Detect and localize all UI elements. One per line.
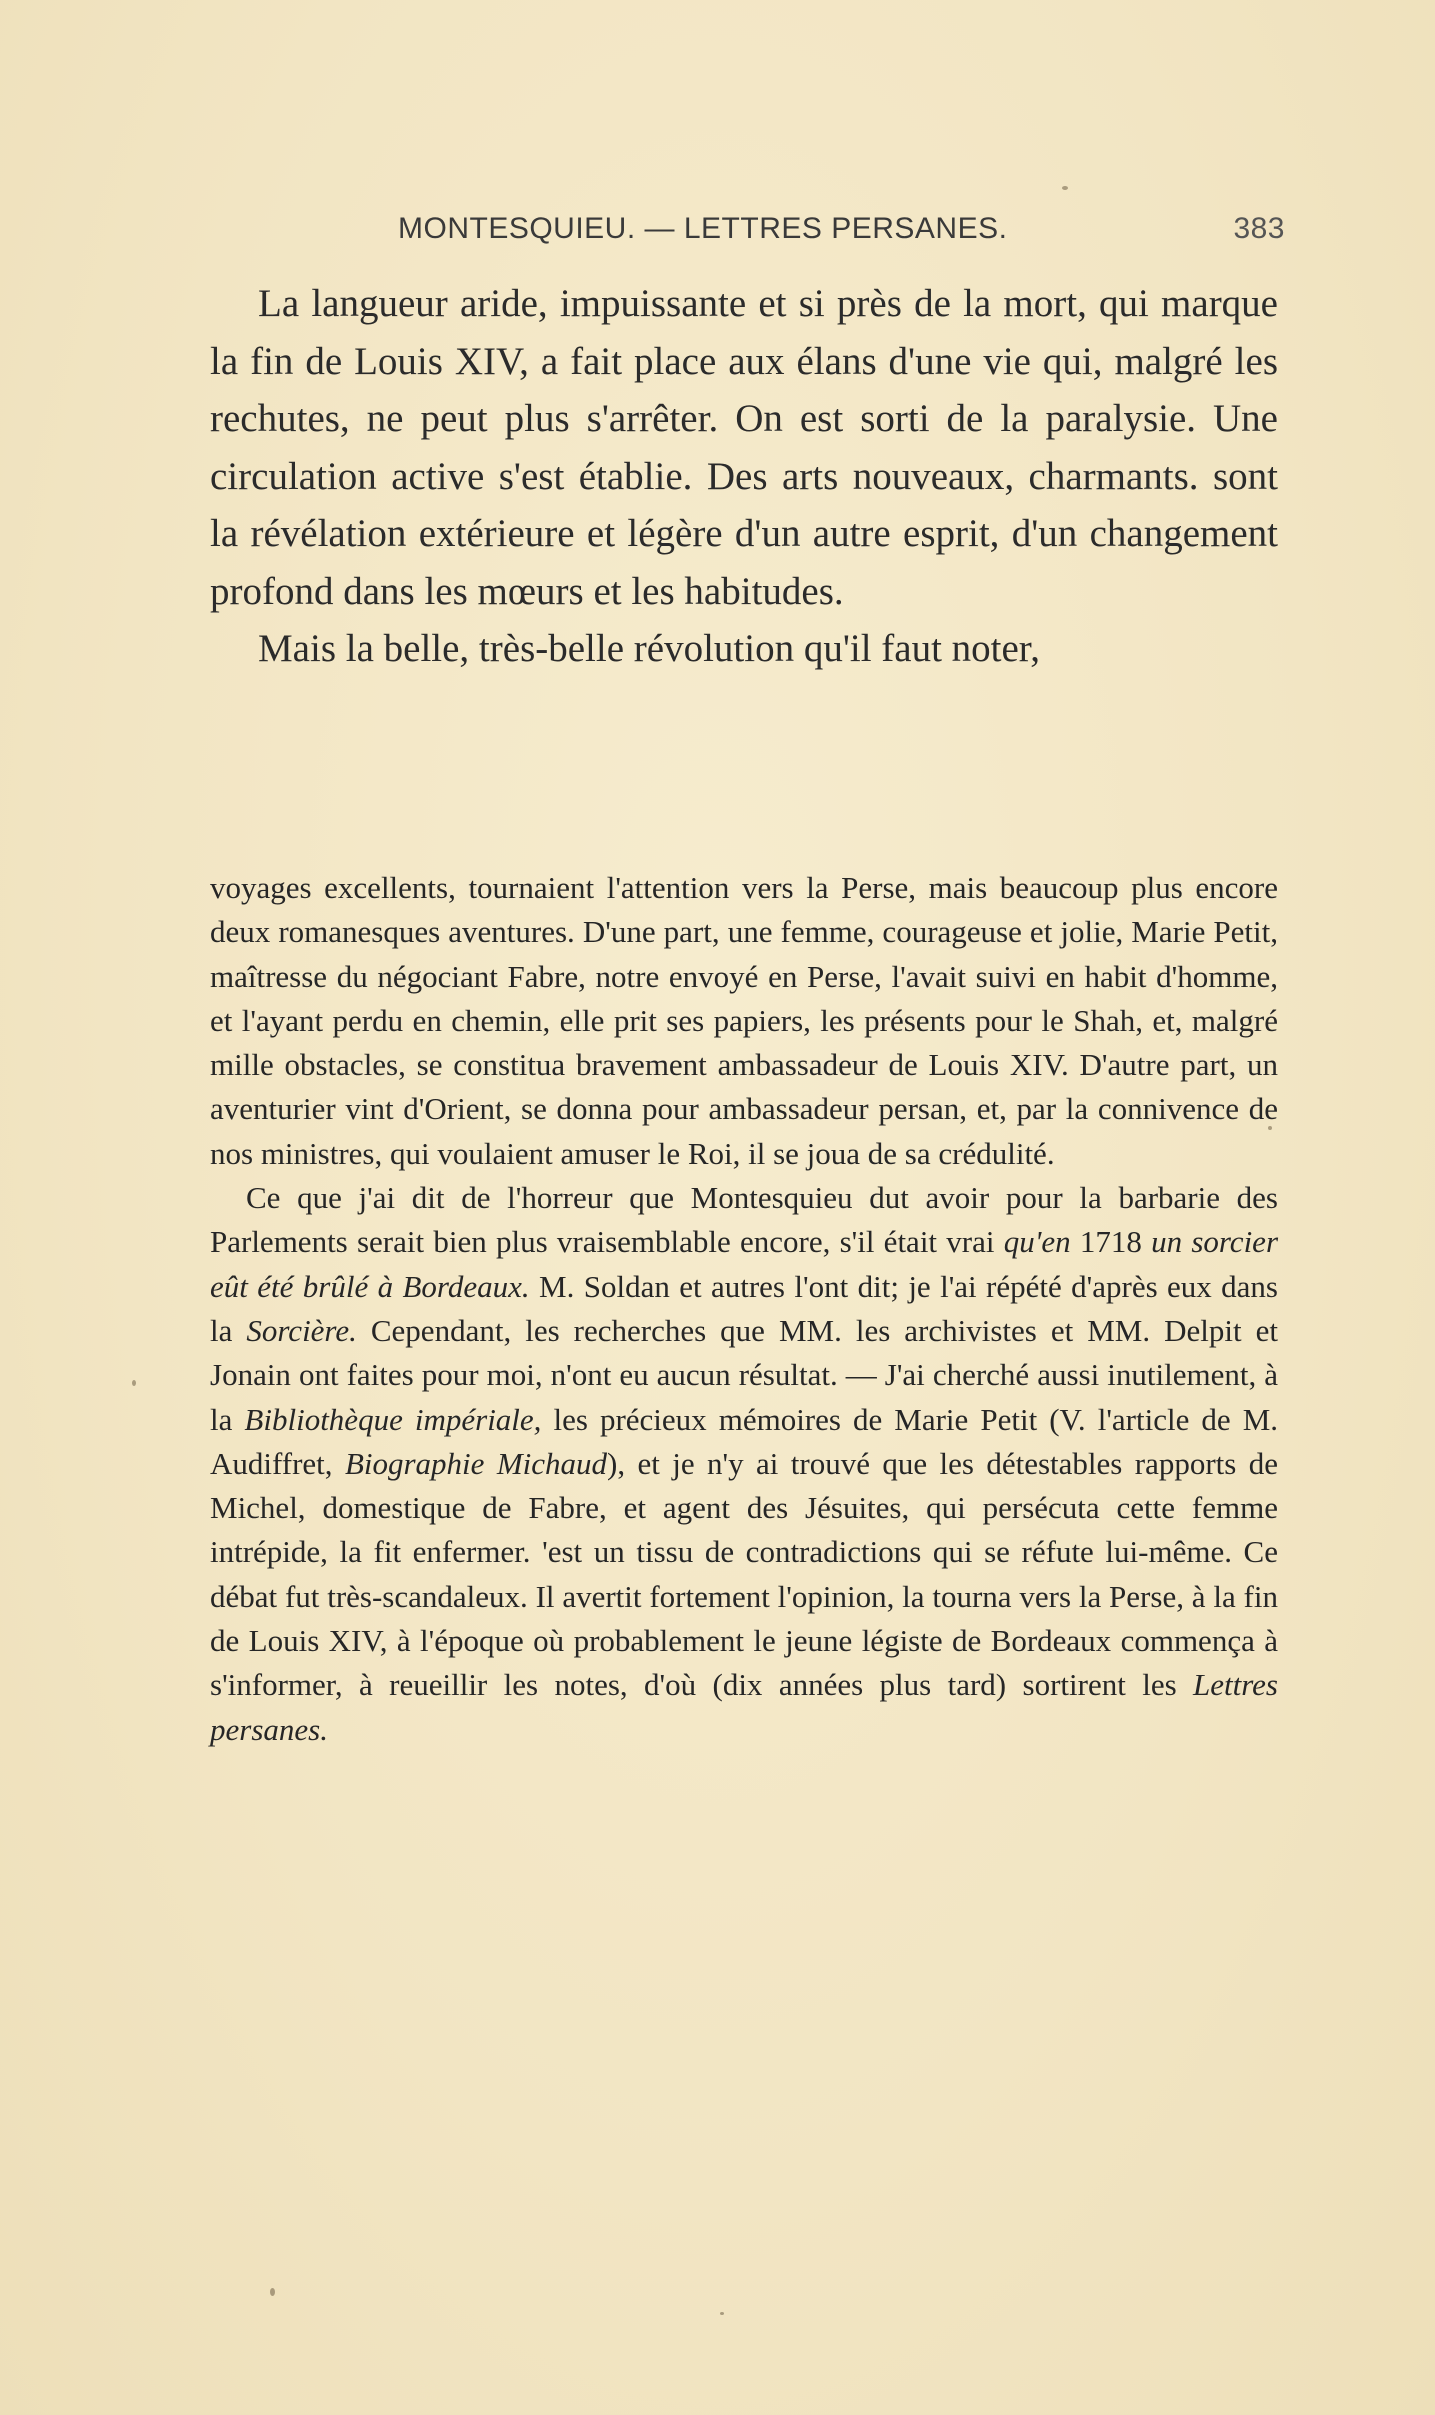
footnote-italic-text: qu'en <box>1003 1224 1071 1260</box>
footnote-text: Ce que j'ai dit de l'horreur que Montesquieu dut avoir pour la barbarie des Parlements serait bien plus vraisemblable encore, s'il était vrai <box>210 1180 1278 1260</box>
footnote-paragraph-1: voyages excellents, tournaient l'attention vers la Perse, mais beaucoup plus encore deux romanesques aventures. D'une part, une femme, courageuse et jolie, Marie Petit, maîtresse du négociant Fabre, notre envoyé en Perse, l'avait suivi en habit d'homme, et l'ayant perdu en chemin, elle prit ses papiers, les présents pour le Shah, et, malgré mille obstacles, se constitua bravement ambassadeur de Louis XIV. D'autre part, un aventurier vint d'Orient, se donna pour ambassadeur persan, et, par la connivence de nos ministres, qui voulaient amuser le Roi, il se joua de sa crédulité. <box>210 870 1278 1171</box>
footnote-text: M. Soldan et autres l'ont dit; je l'ai répété d'après eux dans la <box>210 1268 1278 1348</box>
paper-speck <box>132 1380 136 1386</box>
footnote <box>210 866 1278 1752</box>
paper-speck <box>1062 186 1068 190</box>
running-title: MONTESQUIEU. — LETTRES PERSANES. <box>398 212 1008 245</box>
main-paragraph-1: La langueur aride, impuissante et si près de la mort, qui marque la fin de Louis XIV, a fait place aux élans d'une vie qui, malgré les rechutes, ne peut plus s'arrêter. On est sorti de la paralysie. Une circulation active s'est établie. Des arts nouveaux, charmants. sont la révélation extérieure et légère d'un autre esprit, d'un changement profond dans les mœurs et les habitudes. <box>210 282 1278 613</box>
footnote-text: 1718 <box>1070 1224 1152 1260</box>
page-number: 383 <box>1233 212 1285 245</box>
footnote-italic-text: Biographie Michaud <box>344 1445 608 1481</box>
footnote-text: les précieux mémoires de Marie Petit (V. l'article de M. Audiffret, <box>210 1401 1279 1481</box>
main-text <box>210 275 1278 678</box>
footnote-italic-text: Bibliothèque impériale, <box>244 1401 542 1437</box>
running-head <box>210 212 1285 252</box>
footnote-italic-text: un sorcier eût été brûlé à Bordeaux. <box>210 1224 1279 1304</box>
footnote-italic-text: Lettres persanes. <box>210 1667 1278 1747</box>
footnote-text: ), et je n'y ai trouvé que les détestables rapports de Michel, domestique de Fabre, et agent des Jésuites, qui persécuta cette femme intrépide, la fit enfermer. 'est un tissu de contradictions qui se réfute lui-même. Ce débat fut très-scandaleux. Il avertit fortement l'opinion, la tourna vers la Perse, à la fin de Louis XIV, à l'époque où probablement le jeune légiste de Bordeaux commença à s'informer, à reueillir les notes, d'où (dix années plus tard) sortirent les <box>210 1445 1278 1703</box>
paper-speck <box>1268 1126 1272 1130</box>
footnote-italic-text: Sorcière. <box>246 1312 357 1348</box>
paper-speck <box>270 2288 275 2296</box>
footnote-text: Cependant, les recherches que MM. les archivistes et MM. Delpit et Jonain ont faites pour moi, n'ont eu aucun résultat. — J'ai cherché aussi inutilement, à la <box>210 1312 1278 1437</box>
paper-speck <box>720 2312 724 2315</box>
main-paragraph-2: Mais la belle, très-belle révolution qu'il faut noter, <box>258 627 1040 670</box>
footnote-paragraph-2 <box>210 1176 1278 1752</box>
